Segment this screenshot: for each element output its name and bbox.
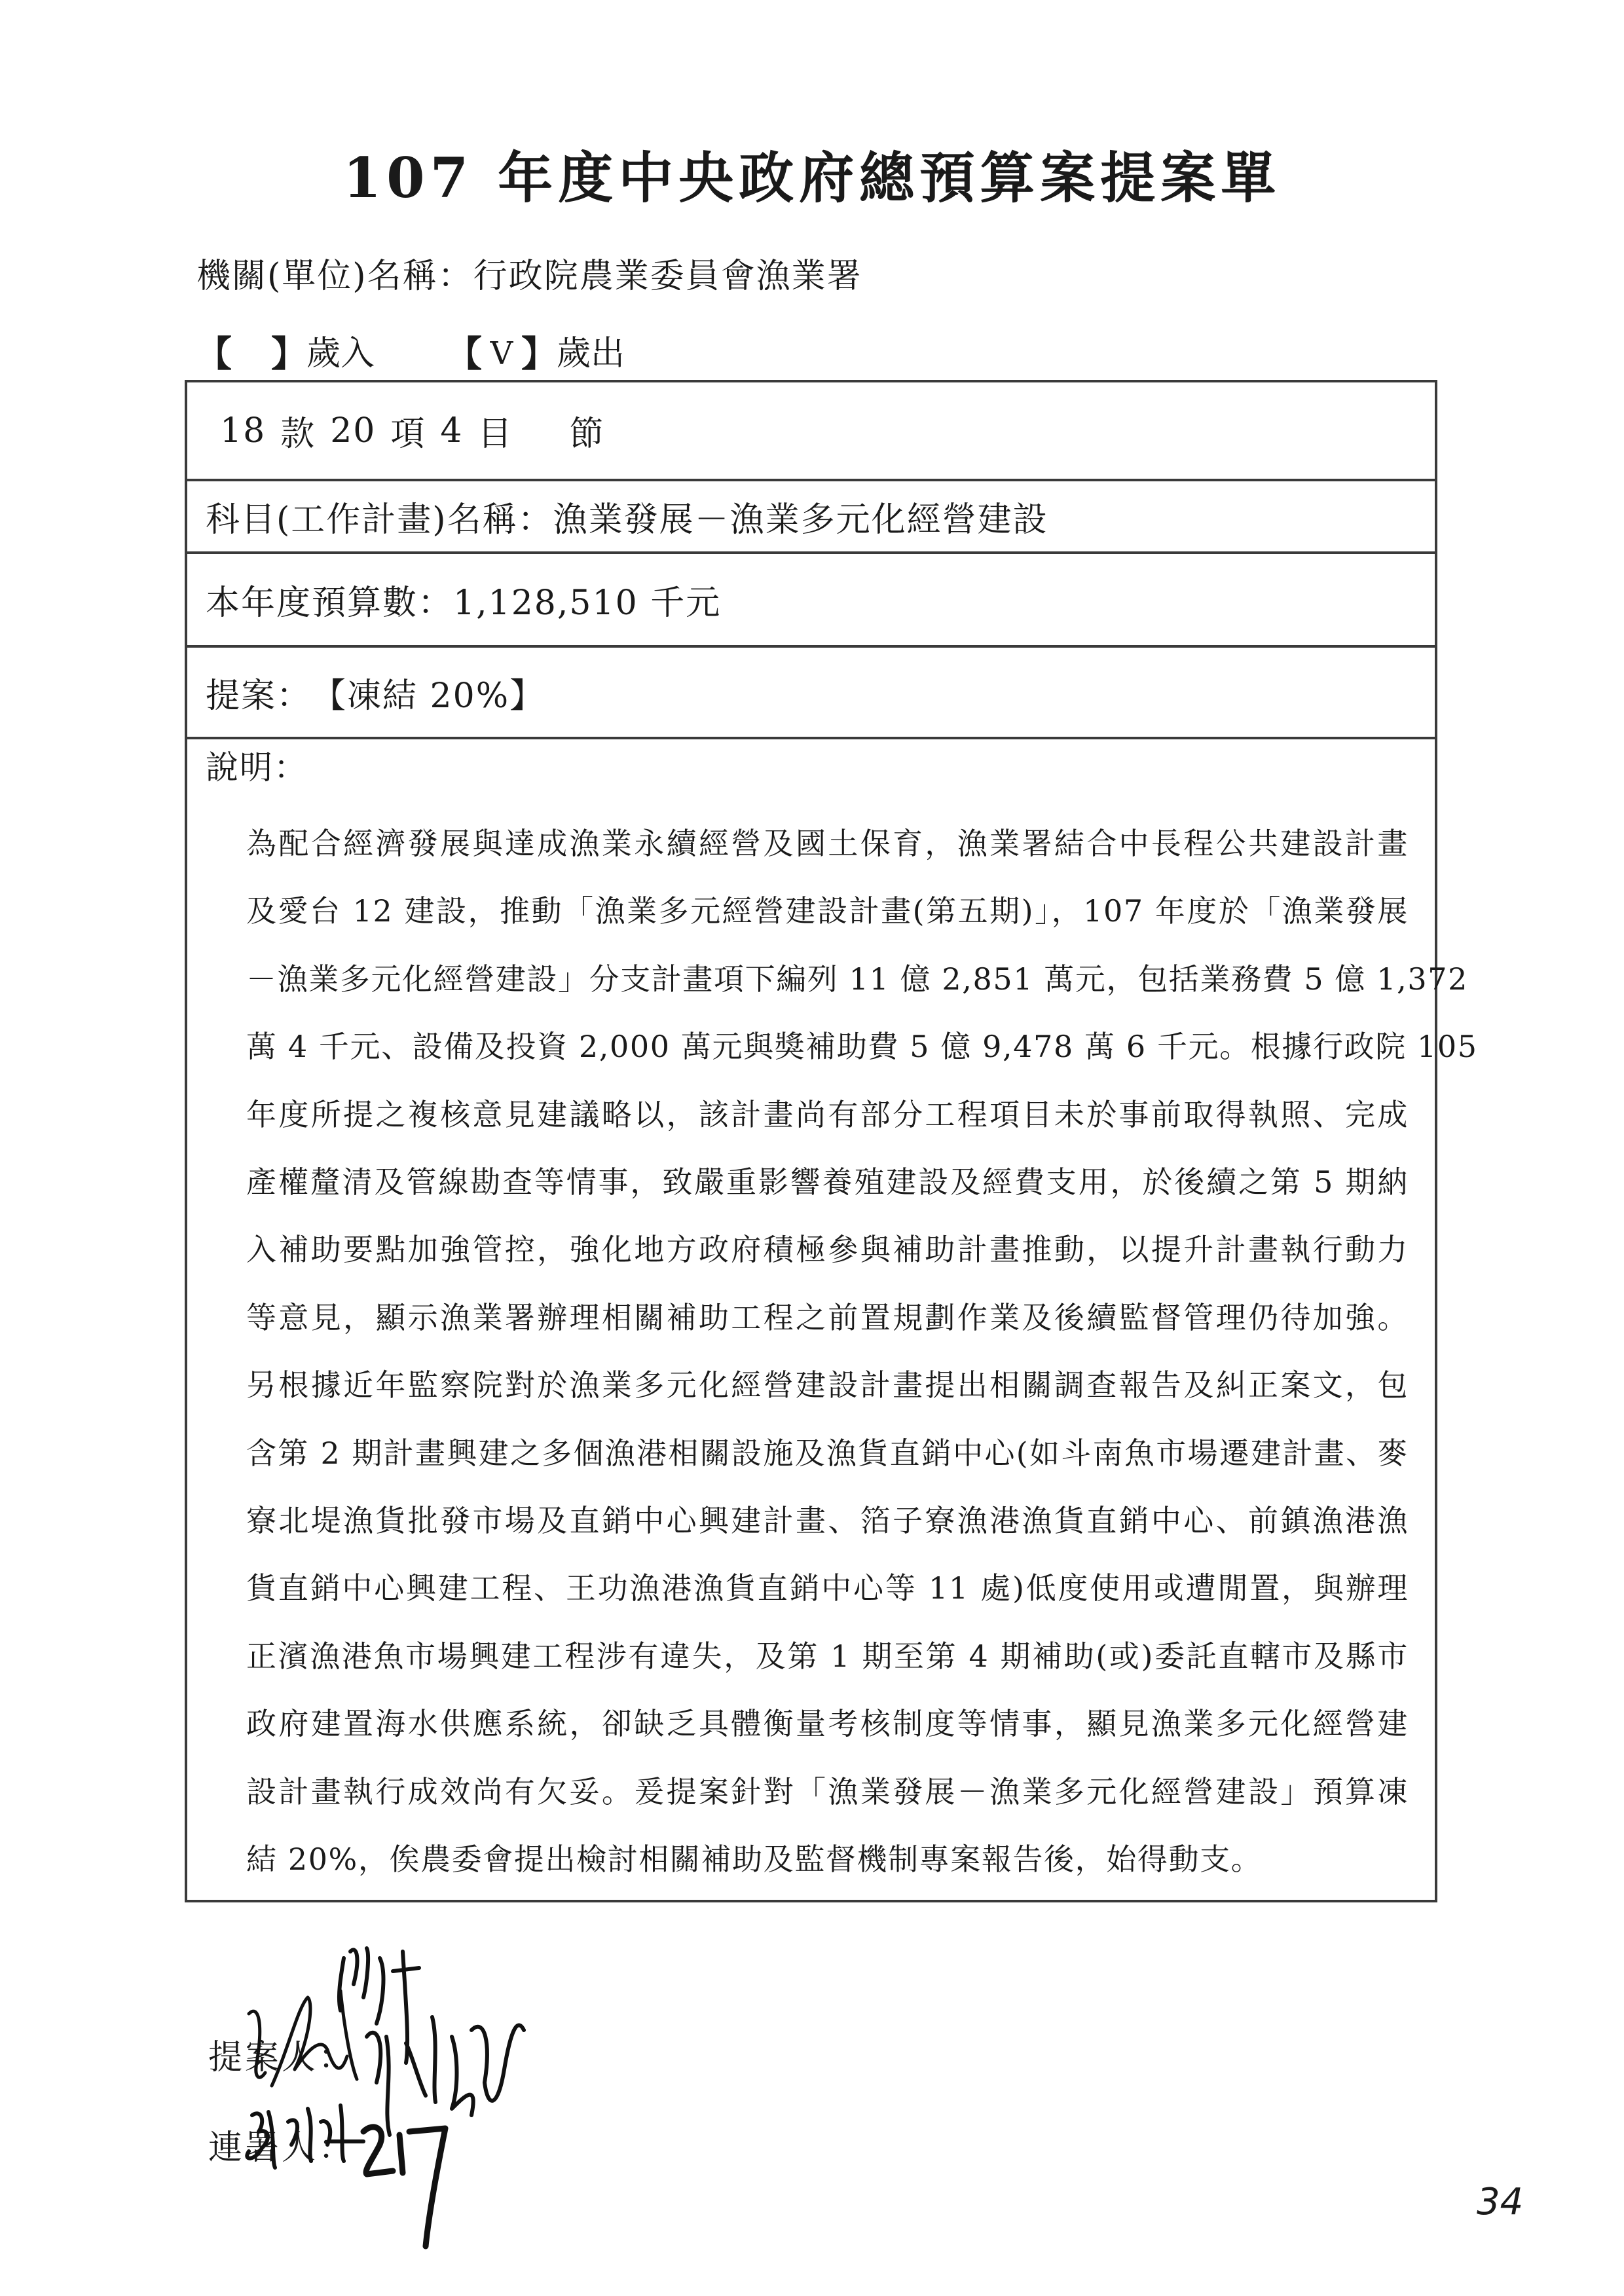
jie-unit: 節	[569, 415, 605, 454]
bracket-left: 【	[196, 333, 232, 375]
explanation-line: 貨直銷中心興建工程、王功漁港漁貨直銷中心等 11 處)低度使用或遭閒置，與辦理	[246, 1570, 1409, 1606]
proposer-label: 提案人：	[208, 2038, 356, 2077]
agency-name: 行政院農業委員會漁業署	[473, 257, 862, 296]
proposal-label: 提案：	[206, 676, 312, 716]
proposal-value: 【凍結 20%】	[312, 676, 545, 716]
explanation-line: 萬 4 千元、設備及投資 2,000 萬元與獎補助費 5 億 9,478 萬 6 千元。根據行政院 105	[246, 1029, 1478, 1065]
explanation-line: 政府建置海水供應系統，卻缺乏具體衡量考核制度等情事，顯見漁業多元化經營建	[246, 1706, 1409, 1742]
revenue-label: 歲入	[306, 334, 375, 373]
explanation-line: 等意見，顯示漁業署辦理相關補助工程之前置規劃作業及後續監督管理仍待加強。	[246, 1299, 1409, 1335]
explanation-line: 另根據近年監察院對於漁業多元化經營建設計畫提出相關調查報告及糾正案文，包	[246, 1367, 1409, 1403]
expenditure-checkbox[interactable]: V	[490, 335, 513, 372]
xiang-unit: 項	[390, 415, 426, 454]
explanation-section	[187, 739, 1478, 1900]
xiang-number: 20	[330, 411, 377, 451]
explanation-line: 寮北堤漁貨批發市場及直銷中心興建計畫、箔子寮漁港漁貨直銷中心、前鎮漁港漁	[246, 1503, 1409, 1539]
explanation-line: 正濱漁港魚市場興建工程涉有違失，及第 1 期至第 4 期補助(或)委託直轄市及縣市	[246, 1638, 1409, 1674]
proposal-row	[187, 648, 1435, 739]
subject-value: 漁業發展－漁業多元化經營建設	[553, 500, 1048, 540]
expenditure-label: 歲出	[557, 334, 625, 373]
explanation-line: 入補助要點加強管控，強化地方政府積極參與補助計畫推動，以提升計畫執行動力	[246, 1232, 1409, 1268]
explanation-label: 說明：	[206, 749, 308, 787]
expenditure-option[interactable]	[447, 333, 625, 375]
explanation-body	[246, 810, 1478, 1894]
mu-unit: 目	[477, 415, 513, 454]
signature-number-217-strokes	[339, 1948, 368, 2010]
bracket-right: 】	[271, 333, 306, 375]
bracket-right: 】	[521, 333, 557, 375]
agency-line	[196, 255, 862, 297]
handwritten-number-217	[363, 2127, 445, 2246]
explanation-line: 及愛台 12 建設，推動「漁業多元經營建設計畫(第五期)」，107 年度於「漁業發展	[246, 893, 1409, 929]
budget-code-row	[187, 382, 1435, 481]
explanation-line: 年度所提之複核意見建議略以，該計畫尚有部分工程項目未於事前取得執照、完成	[246, 1096, 1409, 1132]
explanation-line: 設計畫執行成效尚有欠妥。爰提案針對「漁業發展－漁業多元化經營建設」預算凍	[246, 1773, 1409, 1809]
explanation-line: 產權釐清及管線勘查等情事，致嚴重影響養殖建設及經費支用，於後續之第 5 期納	[246, 1164, 1409, 1200]
mu-number: 4	[440, 411, 464, 451]
document-title: 107 年度中央政府總預算案提案單	[342, 145, 1282, 210]
explanation-line: 結 20%，俟農委會提出檢討相關補助及監督機制專案報告後，始得動支。	[246, 1842, 1263, 1878]
kuan-number: 18	[220, 411, 267, 451]
kuan-unit: 款	[280, 415, 316, 454]
budget-amount-row	[187, 554, 1435, 648]
explanation-line: 為配合經濟發展與達成漁業永續經營及國土保育，漁業署結合中長程公共建設計畫	[246, 826, 1409, 861]
explanation-line: 含第 2 期計畫興建之多個漁港相關設施及漁貨直銷中心(如斗南魚市場遷建計畫、麥	[246, 1435, 1409, 1471]
budget-value: 1,128,510 千元	[453, 583, 722, 623]
explanation-line: －漁業多元化經營建設」分支計畫項下編列 11 億 2,851 萬元，包括業務費 5 億 1,372	[246, 961, 1468, 997]
subject-row	[187, 481, 1435, 554]
revenue-option[interactable]	[196, 333, 375, 375]
agency-label: 機關(單位)名稱：	[196, 257, 473, 296]
cosigner-signature-chen	[367, 1952, 524, 2135]
subject-label: 科目(工作計畫)名稱：	[206, 500, 553, 540]
budget-label: 本年度預算數：	[206, 583, 454, 623]
cosigner-label: 連署人：	[208, 2128, 356, 2168]
proposal-form-table	[185, 380, 1478, 1902]
page-number: 34	[1477, 2181, 1524, 2223]
bracket-left: 【	[447, 333, 483, 375]
budget-type-selector	[196, 333, 697, 375]
